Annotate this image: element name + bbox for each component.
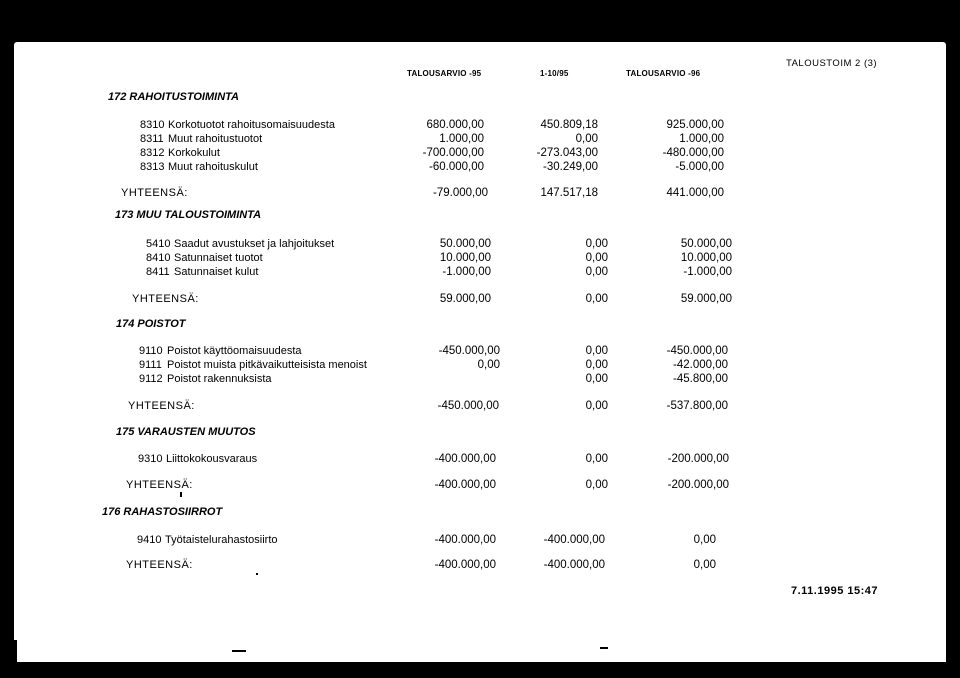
account-name: Muut rahoitustuotot xyxy=(168,133,263,145)
total-budget-95: 59.000,00 xyxy=(439,293,491,305)
document-page xyxy=(14,42,946,662)
total-budget-96: -537.800,00 xyxy=(666,400,728,412)
table-row xyxy=(139,373,439,387)
account-name: Poistot rakennuksista xyxy=(167,373,272,385)
total-budget-96: 0,00 xyxy=(693,559,716,571)
value-budget-95: 0,00 xyxy=(477,359,500,371)
value-budget-95: -450.000,00 xyxy=(438,345,500,357)
account-code: 9111 xyxy=(139,359,162,371)
scan-speck xyxy=(232,650,246,652)
total-label: YHTEENSÄ: xyxy=(132,293,199,305)
total-budget-96: 441.000,00 xyxy=(666,187,724,199)
scan-edge xyxy=(14,640,17,662)
value-budget-95: 50.000,00 xyxy=(439,238,491,250)
total-actual-95: 147.517,18 xyxy=(540,187,598,199)
account-code: 8311 xyxy=(140,133,164,145)
column-header-budget-95: TALOUSARVIO -95 xyxy=(407,69,482,78)
total-actual-95: 0,00 xyxy=(585,479,608,491)
account-name: Satunnaiset tuotot xyxy=(174,252,263,264)
total-label: YHTEENSÄ: xyxy=(128,400,195,412)
account-code: 8313 xyxy=(140,161,165,173)
value-budget-96: -450.000,00 xyxy=(666,345,728,357)
account-code: 8411 xyxy=(146,266,170,278)
total-budget-95: -450.000,00 xyxy=(437,400,499,412)
account-name: Satunnaiset kulut xyxy=(174,266,259,278)
total-budget-96: -200.000,00 xyxy=(667,479,729,491)
section-title: 172 RAHOITUSTOIMINTA xyxy=(108,91,239,103)
account-code: 5410 xyxy=(146,238,171,250)
section-title: 174 POISTOT xyxy=(116,318,186,330)
account-name: Korkokulut xyxy=(168,147,220,159)
scan-speck xyxy=(950,568,954,571)
total-budget-95: -400.000,00 xyxy=(434,559,496,571)
scan-speck xyxy=(600,647,608,649)
value-budget-96: -45.800,00 xyxy=(673,373,728,385)
total-label: YHTEENSÄ: xyxy=(121,187,188,199)
value-budget-95: -400.000,00 xyxy=(434,534,496,546)
account-code: 9410 xyxy=(137,534,162,546)
total-budget-95: -400.000,00 xyxy=(434,479,496,491)
value-budget-95: -700.000,00 xyxy=(422,147,484,159)
account-name: Korkotuotot rahoitusomaisuudesta xyxy=(168,119,335,131)
account-name: Poistot käyttöomaisuudesta xyxy=(167,345,302,357)
value-actual-95: -400.000,00 xyxy=(543,534,605,546)
value-actual-95: 0,00 xyxy=(585,453,608,465)
value-actual-95: 0,00 xyxy=(585,373,608,385)
total-budget-96: 59.000,00 xyxy=(680,293,732,305)
value-budget-96: -1.000,00 xyxy=(683,266,732,278)
value-actual-95: 450.809,18 xyxy=(540,119,598,131)
account-name: Muut rahoituskulut xyxy=(168,161,258,173)
column-header-actual-1-10-95: 1-10/95 xyxy=(540,69,569,78)
total-actual-95: 0,00 xyxy=(585,400,608,412)
column-header-budget-96: TALOUSARVIO -96 xyxy=(626,69,701,78)
print-timestamp: 7.11.1995 15:47 xyxy=(791,585,879,597)
account-code: 8310 xyxy=(140,119,165,131)
account-code: 9112 xyxy=(139,373,163,385)
value-budget-96: 1.000,00 xyxy=(679,133,724,145)
scan-speck xyxy=(950,598,954,601)
total-label: YHTEENSÄ: xyxy=(126,479,193,491)
account-code: 9310 xyxy=(138,453,163,465)
account-name: Työtaistelurahastosiirto xyxy=(165,534,278,546)
value-budget-95: -1.000,00 xyxy=(442,266,491,278)
account-code: 9110 xyxy=(139,345,163,357)
section-title: 176 RAHASTOSIIRROT xyxy=(102,506,223,518)
scan-speck xyxy=(180,492,182,497)
value-budget-95: 10.000,00 xyxy=(439,252,491,264)
value-actual-95: 0,00 xyxy=(585,359,608,371)
value-actual-95: 0,00 xyxy=(585,266,608,278)
value-actual-95: -273.043,00 xyxy=(536,147,598,159)
total-label: YHTEENSÄ: xyxy=(126,559,193,571)
value-budget-95: 680.000,00 xyxy=(426,119,484,131)
account-name: Saadut avustukset ja lahjoitukset xyxy=(174,238,335,250)
account-name: Poistot muista pitkävaikutteisista menoist xyxy=(167,359,367,371)
value-actual-95: 0,00 xyxy=(585,345,608,357)
page-label: TALOUSTOIM 2 (3) xyxy=(786,58,878,69)
value-budget-96: 925.000,00 xyxy=(666,119,724,131)
total-actual-95: -400.000,00 xyxy=(543,559,605,571)
value-actual-95: 0,00 xyxy=(575,133,598,145)
total-budget-95: -79.000,00 xyxy=(433,187,488,199)
value-budget-96: -42.000,00 xyxy=(673,359,728,371)
value-budget-95: -400.000,00 xyxy=(434,453,496,465)
account-code: 8410 xyxy=(146,252,171,264)
value-budget-96: 10.000,00 xyxy=(680,252,732,264)
value-budget-95: 1.000,00 xyxy=(439,133,484,145)
value-budget-96: -5.000,00 xyxy=(675,161,724,173)
value-budget-96: -200.000,00 xyxy=(667,453,729,465)
section-title: 175 VARAUSTEN MUUTOS xyxy=(116,426,256,438)
value-actual-95: 0,00 xyxy=(585,238,608,250)
total-actual-95: 0,00 xyxy=(585,293,608,305)
value-budget-96: 50.000,00 xyxy=(680,238,732,250)
account-name: Liittokokousvaraus xyxy=(166,453,258,465)
account-code: 8312 xyxy=(140,147,165,159)
scan-speck xyxy=(256,573,258,575)
value-actual-95: 0,00 xyxy=(585,252,608,264)
value-budget-95: -60.000,00 xyxy=(429,161,484,173)
section-title: 173 MUU TALOUSTOIMINTA xyxy=(115,209,262,221)
value-budget-96: -480.000,00 xyxy=(662,147,724,159)
value-budget-96: 0,00 xyxy=(693,534,716,546)
value-actual-95: -30.249,00 xyxy=(543,161,598,173)
